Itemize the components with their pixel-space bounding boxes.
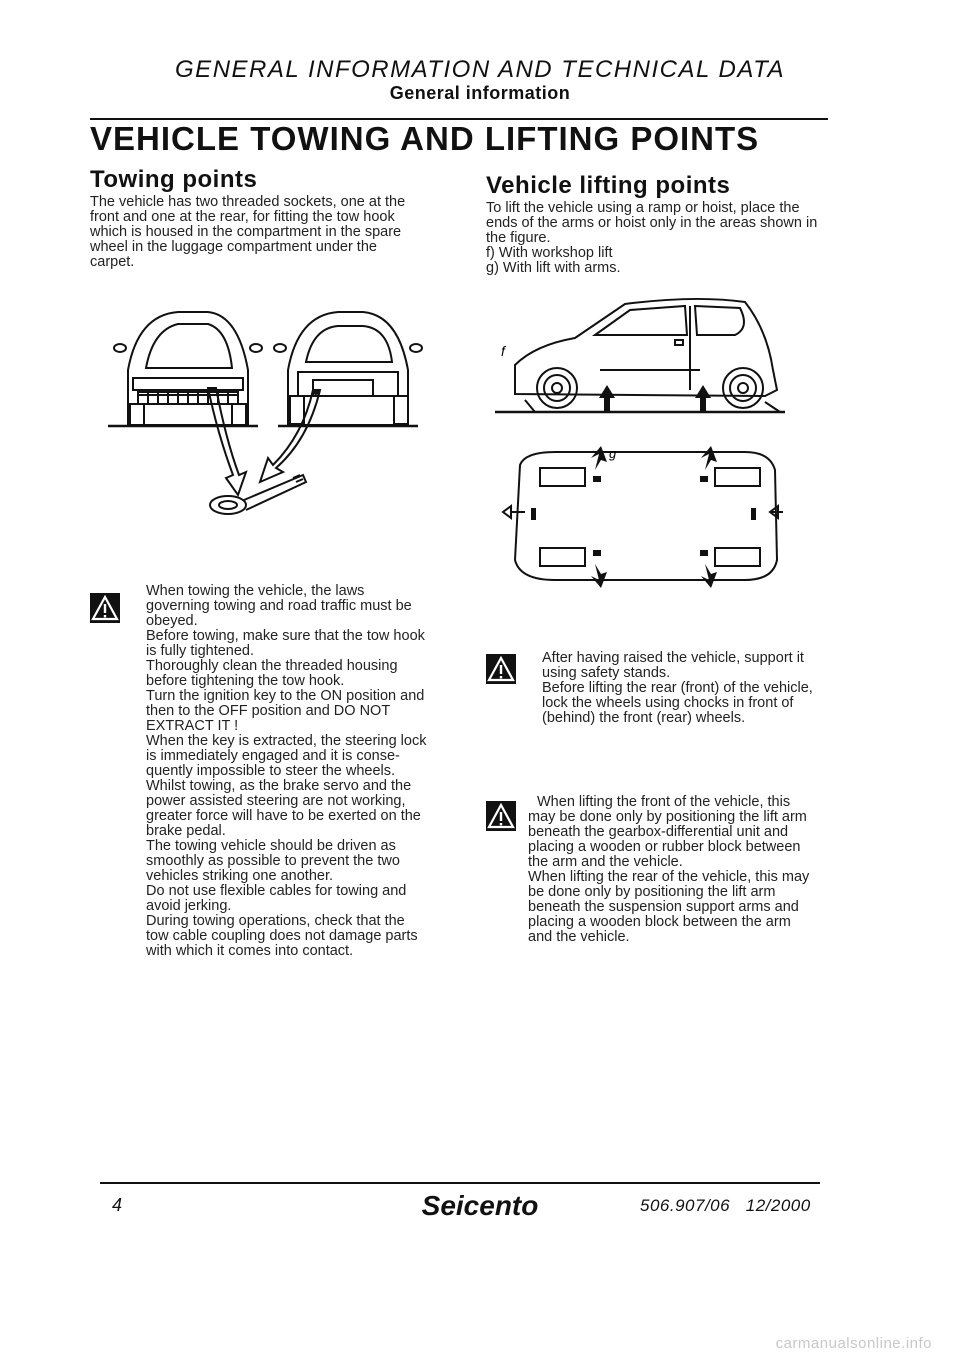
towing-line: which is housed in the compartment in the spare — [90, 224, 402, 240]
lift-arrow-rear — [695, 385, 711, 412]
warning-line: During towing operations, check that the — [146, 913, 405, 929]
lifting-warning-2-text — [528, 795, 838, 945]
warning-line: When lifting the front of the vehicle, this — [537, 794, 791, 810]
towing-points-figure — [108, 300, 428, 530]
warning-line: may be done only by positioning the lift arm — [528, 809, 807, 825]
warning-line: smoothly as possible to prevent the two — [146, 853, 400, 869]
warning-line: Before towing, make sure that the tow hook — [146, 628, 425, 644]
warning-line: quently impossible to steer the wheels. — [146, 763, 396, 779]
towing-warning-text — [146, 584, 466, 959]
warning-line: The towing vehicle should be driven as — [146, 838, 396, 854]
tow-hook-icon — [210, 496, 246, 514]
lifting-warning-1-text — [542, 651, 842, 726]
lifting-top-view-figure — [495, 440, 795, 600]
lifting-line: g) With lift with arms. — [486, 260, 621, 276]
warning-line: EXTRACT IT ! — [146, 718, 239, 734]
warning-line: the arm and the vehicle. — [528, 854, 683, 870]
page-number: 4 — [112, 1195, 123, 1215]
warning-line: beneath the gearbox-differential unit and — [528, 824, 789, 840]
warning-line: before tightening the tow hook. — [146, 673, 345, 689]
warning-line: beneath the suspension support arms and — [528, 899, 799, 915]
warning-line: When the key is extracted, the steering lock — [146, 733, 427, 749]
warning-line: power assisted steering are not working, — [146, 793, 406, 809]
towing-line: wheel in the luggage compartment under the — [90, 239, 377, 255]
warning-line: When towing the vehicle, the laws — [146, 583, 365, 599]
warning-triangle-icon — [486, 654, 516, 684]
warning-line: Before lifting the rear (front) of the vehicle, — [542, 680, 813, 696]
lifting-heading: Vehicle lifting points — [486, 172, 731, 199]
warning-line: placing a wooden or rubber block between — [528, 839, 801, 855]
towing-heading: Towing points — [90, 166, 258, 193]
warning-line: is fully tightened. — [146, 643, 255, 659]
towing-line: front and one at the rear, for fitting the tow hook — [90, 209, 395, 225]
lifting-line: the figure. — [486, 230, 551, 246]
car-top-outline — [515, 452, 777, 580]
warning-line: After having raised the vehicle, support it — [542, 650, 804, 666]
running-header-title: GENERAL INFORMATION AND TECHNICAL DATA — [175, 56, 785, 83]
warning-line: Whilst towing, as the brake servo and the — [146, 778, 412, 794]
warning-line: using safety stands. — [542, 665, 671, 681]
warning-line: Do not use flexible cables for towing and — [146, 883, 407, 899]
warning-line: lock the wheels using chocks in front of — [542, 695, 794, 711]
warning-line: governing towing and road traffic must be — [146, 598, 412, 614]
lifting-line: f) With workshop lift — [486, 245, 613, 261]
figure-label-g: g — [609, 446, 617, 461]
running-header-subtitle: General information — [389, 83, 571, 103]
lifting-line: To lift the vehicle using a ramp or hoist, place the — [486, 200, 800, 216]
towing-line: carpet. — [90, 254, 135, 270]
warning-line: greater force will have to be exerted on the — [146, 808, 421, 824]
warning-triangle-icon — [90, 593, 120, 623]
towing-text — [90, 195, 450, 270]
warning-line: Thoroughly clean the threaded housing — [146, 658, 398, 674]
warning-line: When lifting the rear of the vehicle, this may — [528, 869, 810, 885]
watermark: carmanualsonline.info — [775, 1335, 932, 1352]
rear-car-body — [288, 312, 408, 425]
car-side-body — [515, 299, 777, 396]
warning-line: with which it comes into contact. — [146, 943, 354, 959]
warning-line: Turn the ignition key to the ON position and — [146, 688, 425, 704]
warning-line: (behind) the front (rear) wheels. — [542, 710, 746, 726]
lifting-line: ends of the arms or hoist only in the areas shown in — [486, 215, 818, 231]
warning-line: be done only by positioning the lift arm — [528, 884, 776, 900]
warning-line: is immediately engaged and it is conse- — [146, 748, 400, 764]
warning-triangle-icon — [486, 801, 516, 831]
warning-line: avoid jerking. — [146, 898, 232, 914]
lifting-text — [486, 201, 836, 276]
figure-label-f: f — [501, 343, 505, 359]
warning-line: vehicles striking one another. — [146, 868, 333, 884]
page-title: VEHICLE TOWING AND LIFTING POINTS — [90, 120, 760, 157]
warning-line: brake pedal. — [146, 823, 226, 839]
warning-line: obeyed. — [146, 613, 198, 629]
footer-rule — [100, 1182, 820, 1184]
lift-arrow-front — [599, 385, 615, 412]
warning-line: and the vehicle. — [528, 929, 630, 945]
brand-name: Seicento — [421, 1190, 539, 1221]
document-reference: 506.907/06 12/2000 — [640, 1196, 811, 1215]
lifting-side-view-figure — [495, 290, 795, 430]
warning-line: placing a wooden block between the arm — [528, 914, 791, 930]
warning-line: then to the OFF position and DO NOT — [146, 703, 391, 719]
warning-line: tow cable coupling does not damage parts — [146, 928, 418, 944]
towing-line: The vehicle has two threaded sockets, one at the — [90, 194, 406, 210]
